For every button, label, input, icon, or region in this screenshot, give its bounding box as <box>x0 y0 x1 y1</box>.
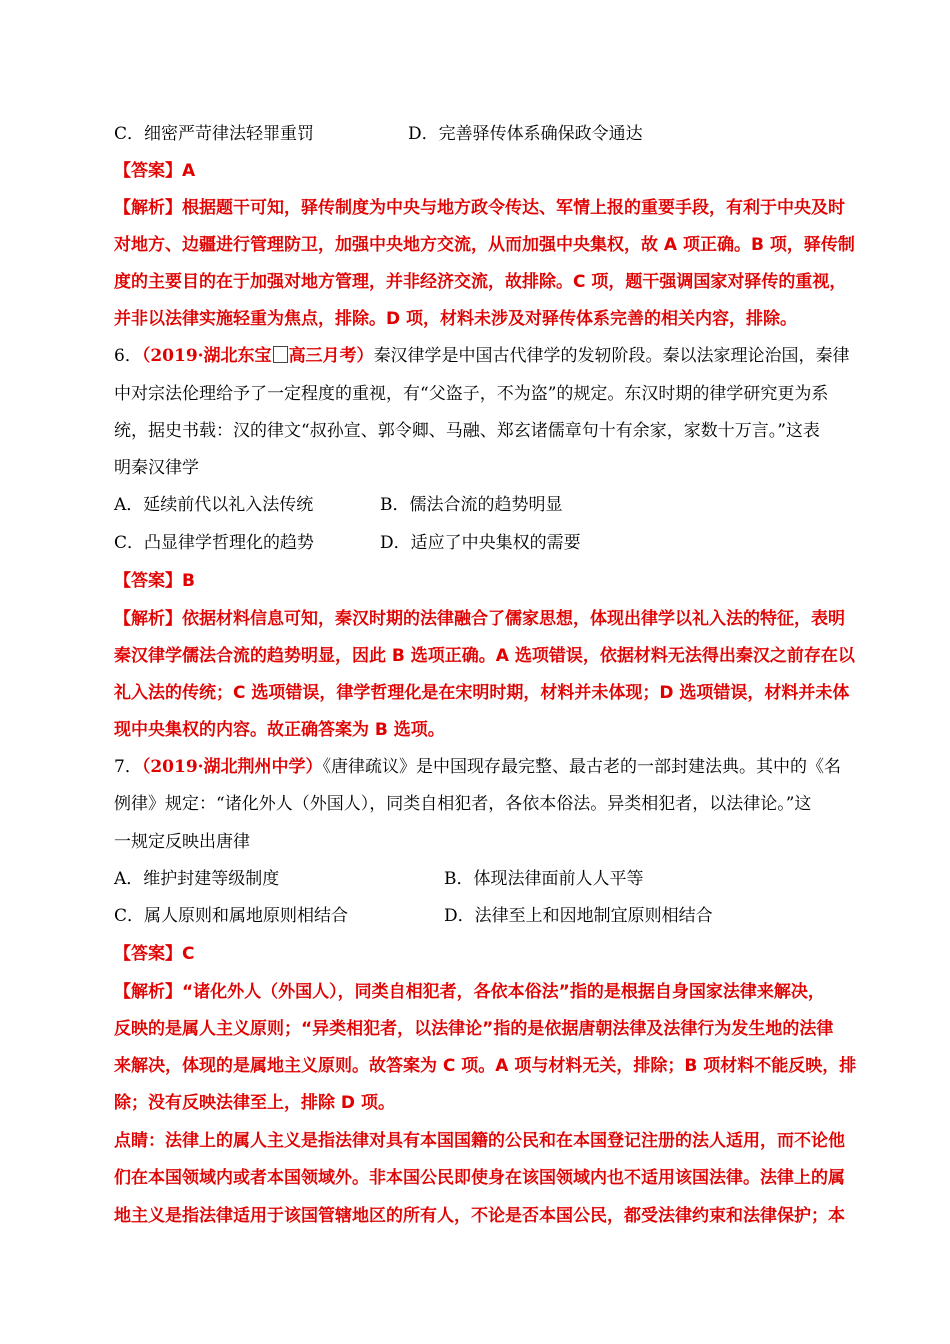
q7-note-line: 们在本国领域内或者本国领域外。非本国公民即使身在该国领域内也不适用该国法律。法律上的属 <box>114 1168 845 1188</box>
q7-stem-line: 例律》规定：“诸化外人（外国人），同类自相犯者，各依本俗法。异类相犯者，以法律论。”这 <box>114 794 812 814</box>
q6-analysis-line: 礼入法的传统；C 选项错误，律学哲理化是在宋明时期，材料并未体现；D 选项错误，材料并未体 <box>114 683 850 703</box>
q6-stem-text: 秦汉律学是中国古代律学的发轫阶段。秦以法家理论治国，秦律 <box>373 346 850 366</box>
q7-option-c: C．属人原则和属地原则相结合 <box>114 906 349 926</box>
q6-answer: 【答案】B <box>114 571 195 591</box>
q7-note-line: 点睛：法律上的属人主义是指法律对具有本国国籍的公民和在本国登记注册的法人适用，而不论他 <box>114 1131 845 1151</box>
q7-option-a: A．维护封建等级制度 <box>114 869 280 889</box>
q6-stem-line: 中对宗法伦理给予了一定程度的重视，有“父盗子，不为盗”的规定。东汉时期的律学研究更为系 <box>114 384 829 404</box>
q7-analysis-line: 来解决，体现的是属地主义原则。故答案为 C 项。A 项与材料无关，排除；B 项材料不能反映，排 <box>114 1056 857 1076</box>
q5-answer: 【答案】A <box>114 161 196 181</box>
q6-stem-first-line <box>114 346 850 366</box>
q6-analysis-line: 【解析】依据材料信息可知，秦汉时期的法律融合了儒家思想，体现出律学以礼入法的特征，表明 <box>114 609 845 629</box>
q7-source: （2019·湖北荆州中学） <box>141 757 323 777</box>
q6-number: 6． <box>114 346 142 366</box>
q6-stem-line: 统，据史书载：汉的律文“叔孙宣、郭令卿、马融、郑玄诸儒章句十有余家，家数十万言。”这表 <box>114 421 820 441</box>
q5-analysis-line: 度的主要目的在于加强对地方管理，并非经济交流，故排除。C 项，题干强调国家对驿传的重视， <box>114 272 847 292</box>
q7-option-d: D．法律至上和因地制宜原则相结合 <box>444 906 713 926</box>
q5-analysis-line: 【解析】根据题干可知，驿传制度为中央与地方政令传达、军情上报的重要手段，有利于中央及时 <box>114 198 845 218</box>
q7-answer: 【答案】C <box>114 944 195 964</box>
q7-option-b: B．体现法律面前人人平等 <box>444 869 644 889</box>
q5-analysis-line: 对地方、边疆进行管理防卫，加强中央地方交流，从而加强中央集权，故 A 项正确。B 项，驿传制 <box>114 235 855 255</box>
q7-stem-first-line <box>114 757 841 777</box>
q7-analysis-line: 除；没有反映法律至上，排除 D 项。 <box>114 1093 395 1113</box>
q6-analysis-line: 秦汉律学儒法合流的趋势明显，因此 B 选项正确。A 选项错误，依据材料无法得出秦汉之前存在以 <box>114 646 855 666</box>
q7-note-line: 地主义是指法律适用于该国管辖地区的所有人，不论是否本国公民，都受法律约束和法律保护；本 <box>114 1206 845 1226</box>
q6-source: （2019·湖北东宝 高三月考） <box>141 346 374 366</box>
missing-glyph-box <box>273 346 288 363</box>
q6-option-a: A．延续前代以礼入法传统 <box>114 495 314 515</box>
q6-analysis-line: 现中央集权的内容。故正确答案为 B 选项。 <box>114 720 445 740</box>
q6-option-c: C．凸显律学哲理化的趋势 <box>114 533 315 553</box>
q5-analysis-line: 并非以法律实施轻重为焦点，排除。D 项，材料未涉及对驿传体系完善的相关内容，排除。 <box>114 309 798 329</box>
q5-option-d: D．完善驿传体系确保政令通达 <box>408 124 643 144</box>
q7-analysis-line: 【解析】“诸化外人（外国人），同类自相犯者，各依本俗法”指的是根据自身国家法律来解决， <box>114 982 825 1002</box>
q7-analysis-line: 反映的是属人主义原则；“异类相犯者，以法律论”指的是依据唐朝法律及法律行为发生地的法律 <box>114 1019 834 1039</box>
q7-stem-line: 一规定反映出唐律 <box>114 832 250 852</box>
q5-option-c: C．细密严苛律法轻罪重罚 <box>114 124 315 144</box>
q6-stem-line: 明秦汉律学 <box>114 458 199 478</box>
q7-stem-text: 《唐律疏议》是中国现存最完整、最古老的一部封建法典。其中的《名 <box>322 757 842 777</box>
q7-number: 7． <box>114 757 142 777</box>
q6-option-d: D．适应了中央集权的需要 <box>380 533 581 553</box>
q6-option-b: B．儒法合流的趋势明显 <box>380 495 563 515</box>
